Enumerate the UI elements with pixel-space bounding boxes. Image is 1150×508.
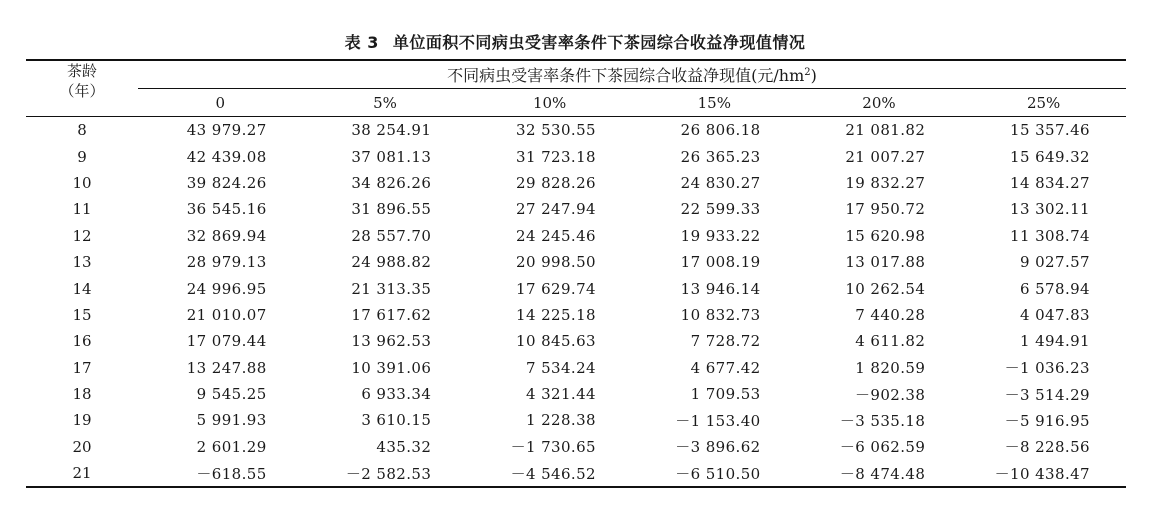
npv-value-cell: 7 534.24 — [525, 358, 596, 377]
npv-value-cell: 22 599.33 — [680, 200, 761, 219]
npv-value-cell: 31 896.55 — [351, 200, 432, 219]
npv-value-cell: －6 062.59 — [839, 438, 926, 457]
rate-column-header: 20% — [797, 89, 962, 117]
tea-age-cell: 9 — [77, 147, 87, 166]
npv-value-cell: 21 081.82 — [845, 121, 926, 140]
npv-value-cell: －3 896.62 — [675, 438, 761, 457]
npv-value-cell: 15 620.98 — [845, 226, 926, 245]
npv-value-cell: 13 017.88 — [845, 253, 926, 272]
npv-value-cell: 36 545.16 — [186, 200, 267, 219]
tea-age-cell: 19 — [72, 411, 92, 430]
npv-value-cell: －1 153.40 — [675, 411, 761, 430]
npv-value-cell: 17 008.19 — [680, 253, 761, 272]
npv-value-cell: 4 321.44 — [525, 385, 596, 404]
table-row — [26, 302, 1126, 328]
npv-value-cell: －6 510.50 — [632, 460, 797, 487]
npv-value-cell: 1 494.91 — [1020, 332, 1090, 351]
table-row — [26, 460, 1126, 487]
npv-value-cell: －902.38 — [854, 385, 926, 404]
tea-age-cell: 20 — [72, 437, 92, 456]
npv-group-header-close: ) — [810, 66, 817, 85]
npv-value-cell: 24 245.46 — [516, 226, 596, 245]
tea-age-cell: 13 — [72, 253, 92, 272]
rate-header-row — [26, 89, 1126, 117]
npv-value-cell: 10 832.73 — [680, 305, 761, 324]
table-row — [26, 170, 1126, 196]
npv-value-cell: 28 557.70 — [351, 226, 432, 245]
npv-value-cell: －2 582.53 — [303, 460, 468, 487]
tea-age-cell: 15 — [72, 305, 92, 324]
table-row — [26, 196, 1126, 222]
table-row — [26, 143, 1126, 169]
npv-value-cell: －1 036.23 — [1004, 359, 1090, 378]
tea-age-cell: 8 — [77, 121, 87, 140]
rate-column-header: 15% — [632, 89, 797, 117]
npv-value-cell: 26 365.23 — [680, 147, 761, 166]
npv-value-cell: －4 546.52 — [467, 460, 632, 487]
tea-age-cell: 21 — [26, 460, 138, 487]
table-row — [26, 275, 1126, 301]
npv-value-cell: －8 228.56 — [1004, 438, 1090, 457]
npv-value-cell: 9 545.25 — [196, 385, 267, 404]
npv-value-cell: 24 830.27 — [680, 173, 761, 192]
npv-value-cell: 10 262.54 — [845, 279, 926, 298]
npv-value-cell: 14 834.27 — [1010, 173, 1090, 192]
tea-age-cell: 14 — [72, 279, 92, 298]
npv-value-cell: 6 578.94 — [1020, 279, 1090, 298]
npv-value-cell: 4 677.42 — [690, 358, 761, 377]
npv-value-cell: －10 438.47 — [961, 460, 1126, 487]
rate-column-header: 25% — [961, 89, 1126, 117]
npv-value-cell: 10 845.63 — [516, 332, 596, 351]
npv-value-cell: －1 730.65 — [510, 438, 596, 457]
npv-value-cell: 10 391.06 — [351, 358, 432, 377]
npv-value-cell: 13 302.11 — [1010, 200, 1090, 219]
npv-value-cell: －5 916.95 — [1004, 411, 1090, 430]
table-row — [26, 355, 1126, 381]
npv-value-cell: 7 440.28 — [855, 305, 926, 324]
npv-value-cell: 13 962.53 — [351, 332, 432, 351]
npv-value-cell: 4 047.83 — [1020, 305, 1090, 324]
tea-age-cell: 18 — [72, 385, 92, 404]
table-row — [26, 223, 1126, 249]
table-row — [26, 117, 1126, 144]
npv-value-cell: 13 247.88 — [186, 358, 267, 377]
table-body — [26, 117, 1126, 488]
npv-value-cell: 34 826.26 — [351, 173, 432, 192]
npv-value-cell: 21 007.27 — [845, 147, 926, 166]
npv-value-cell: 20 998.50 — [516, 253, 596, 272]
npv-value-cell: 17 629.74 — [516, 279, 596, 298]
table-row — [26, 328, 1126, 354]
rate-column-header: 5% — [303, 89, 468, 117]
npv-value-cell: 3 610.15 — [361, 411, 432, 430]
npv-value-cell: 37 081.13 — [351, 147, 432, 166]
tea-age-header-line1: 茶龄 — [66, 62, 97, 80]
table-row — [26, 381, 1126, 407]
npv-value-cell: 28 979.13 — [186, 253, 267, 272]
npv-value-cell: 1 709.53 — [690, 385, 761, 404]
npv-value-cell: 42 439.08 — [186, 147, 267, 166]
npv-value-cell: 17 617.62 — [351, 305, 432, 324]
tea-age-header-line2: （年） — [59, 82, 105, 100]
npv-value-cell: 15 649.32 — [1010, 147, 1090, 166]
npv-value-cell: －8 474.48 — [797, 460, 962, 487]
table-header — [26, 60, 1126, 117]
table-number: 表 3 — [344, 33, 379, 52]
table-row — [26, 249, 1126, 275]
npv-value-cell: 14 225.18 — [516, 305, 596, 324]
npv-value-cell: 24 996.95 — [186, 279, 267, 298]
npv-value-cell: 13 946.14 — [680, 279, 761, 298]
npv-value-cell: 21 313.35 — [351, 279, 432, 298]
npv-value-cell: 31 723.18 — [516, 147, 596, 166]
npv-value-cell: 6 933.34 — [361, 385, 432, 404]
npv-value-cell: 4 611.82 — [855, 332, 926, 351]
tea-age-cell: 10 — [72, 173, 92, 192]
table-row — [26, 407, 1126, 433]
npv-value-cell: 19 933.22 — [680, 226, 761, 245]
npv-value-cell: 17 950.72 — [845, 200, 926, 219]
npv-value-cell: 2 601.29 — [196, 437, 267, 456]
npv-table — [26, 59, 1126, 488]
npv-value-cell: 38 254.91 — [351, 121, 432, 140]
tea-age-cell: 12 — [72, 226, 92, 245]
npv-group-header-text: 不同病虫受害率条件下茶园综合收益净现值(元/hm — [447, 66, 805, 85]
npv-value-cell: 11 308.74 — [1010, 226, 1090, 245]
npv-value-cell: 9 027.57 — [1020, 253, 1090, 272]
rate-column-header: 10% — [467, 89, 632, 117]
npv-value-cell: －3 535.18 — [839, 411, 926, 430]
npv-value-cell: 26 806.18 — [680, 121, 761, 140]
npv-value-cell: 32 530.55 — [516, 121, 596, 140]
npv-value-cell: 1 820.59 — [855, 358, 926, 377]
npv-value-cell: 39 824.26 — [186, 173, 267, 192]
table-row — [26, 434, 1126, 460]
npv-value-cell: －3 514.29 — [1004, 385, 1090, 404]
npv-group-header — [138, 60, 1126, 89]
npv-value-cell: －618.55 — [138, 460, 303, 487]
npv-value-cell: 19 832.27 — [845, 173, 926, 192]
rate-column-header: 0 — [138, 89, 303, 117]
npv-value-cell: 5 991.93 — [196, 411, 267, 430]
npv-value-cell: 435.32 — [376, 437, 432, 456]
npv-value-cell: 15 357.46 — [1010, 121, 1090, 140]
npv-value-cell: 17 079.44 — [186, 332, 267, 351]
tea-age-cell: 16 — [72, 332, 92, 351]
npv-value-cell: 7 728.72 — [690, 332, 761, 351]
table-title: 单位面积不同病虫受害率条件下茶园综合收益净现值情况 — [392, 33, 806, 52]
table-caption — [0, 30, 1150, 53]
npv-group-header-superscript: 2 — [804, 67, 811, 78]
npv-value-cell: 43 979.27 — [186, 121, 267, 140]
npv-value-cell: 29 828.26 — [516, 173, 596, 192]
npv-value-cell: 32 869.94 — [186, 226, 267, 245]
tea-age-cell: 17 — [72, 358, 92, 377]
npv-value-cell: 24 988.82 — [351, 253, 432, 272]
npv-value-cell: 1 228.38 — [525, 411, 596, 430]
npv-value-cell: 27 247.94 — [516, 200, 596, 219]
npv-value-cell: 21 010.07 — [186, 305, 267, 324]
tea-age-cell: 11 — [72, 200, 92, 219]
tea-age-header — [26, 60, 138, 117]
